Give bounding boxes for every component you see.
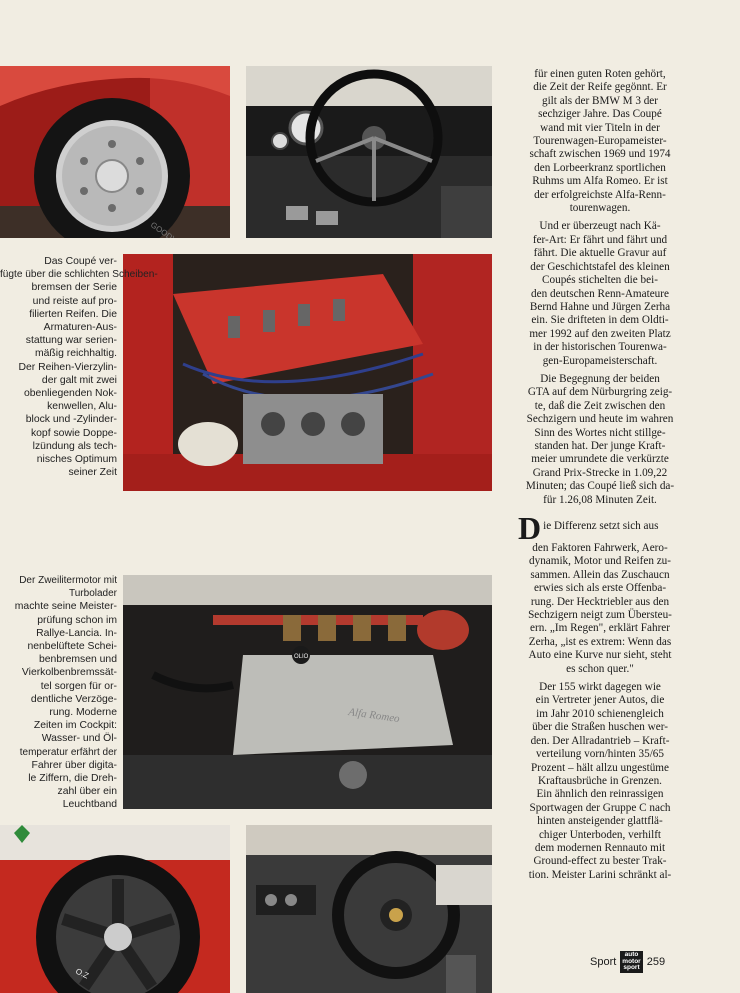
text-line: te, daß die Zeit zwischen den — [534, 399, 666, 412]
caption-line: Armaturen-Aus- — [43, 322, 117, 334]
text-line: ein. Sie drifteten in dem Oldti- — [531, 314, 669, 327]
text-line: GTA auf dem Nürburgring zeig- — [527, 386, 673, 399]
magazine-logo: auto motor sport — [622, 951, 641, 971]
article-paragraph-2 — [520, 220, 680, 367]
article-column — [520, 68, 680, 512]
caption-line: Leuchtband — [62, 799, 117, 811]
caption-line: benbremsen und — [39, 654, 117, 666]
text-line: ie Differenz setzt sich aus — [543, 520, 659, 532]
caption-line: rung. Moderne — [49, 707, 117, 719]
text-line: Grand Prix-Strecke in 1.09,22 — [532, 466, 668, 479]
text-line: Sechzigern neigt zum Übersteu- — [528, 609, 672, 622]
text-line: den Faktoren Fahrwerk, Aero- — [532, 542, 668, 554]
drop-cap: D — [518, 510, 542, 546]
caption-line: Fahrer über digita- — [31, 759, 117, 771]
text-line: tion. Meister Larini schränkt al- — [528, 868, 672, 881]
text-line: die Zeit der Reife gegönnt. Er — [533, 81, 667, 94]
text-line: rung. Der Hecktriebler aus den — [530, 595, 670, 608]
photo-coupe-wheel — [0, 66, 230, 238]
text-line: chiger Unterboden, verhilft — [538, 828, 662, 841]
article-paragraph-4 — [520, 512, 680, 676]
text-line: den Lorbeerkranz sportlichen — [534, 161, 666, 174]
caption-line: le Ziffern, die Dreh- — [28, 773, 117, 785]
text-line: Ground-effect zu bester Trak- — [533, 855, 667, 868]
text-line: es schon quer." — [566, 662, 634, 675]
text-line: erwies sich als erste Offenba- — [533, 582, 667, 595]
text-line: ern. „Im Regen", erklärt Fahrer — [530, 622, 670, 635]
text-line: wand mit vier Titeln in der — [540, 121, 660, 134]
text-line: gilt als der BMW M 3 der — [541, 94, 658, 107]
caption-line: kenwellen, Alu- — [47, 401, 117, 413]
article-paragraph-1 — [520, 68, 680, 215]
text-line: dem modernen Rennauto mit — [534, 841, 666, 854]
photo-155-cockpit — [246, 825, 492, 993]
text-line: Sinn des Wortes nicht stillge- — [534, 426, 666, 439]
text-line: Auto eine Kurve nur sieht, steht — [528, 649, 672, 662]
text-line: standen hat. Der junge Kraft- — [534, 439, 666, 452]
text-line: hinten ansteigender glattflä- — [537, 815, 663, 828]
caption-line: stattung war serien- — [25, 335, 117, 347]
caption-line: nenbelüftete Schei- — [27, 641, 117, 653]
caption-line: dentliche Verzöge- — [30, 693, 117, 705]
text-line: verteilung vorn/hinten 35/65 — [535, 748, 664, 761]
photo-155-wheel — [0, 825, 230, 993]
caption-line: temperatur erfährt der — [19, 746, 117, 758]
caption-line: Rallye-Lancia. In- — [36, 627, 117, 639]
text-line: schaft zwischen 1969 und 1974 — [529, 148, 671, 161]
caption-line: prüfung schon im — [37, 614, 117, 626]
text-line: gen-Europameisterschaft. — [542, 354, 658, 367]
text-line: für 1.26,08 Minuten Zeit. — [543, 493, 657, 506]
text-line: mer 1992 auf den zweiten Platz — [529, 327, 671, 340]
caption-155-text — [0, 574, 117, 812]
caption-line: bremsen der Serie — [31, 282, 117, 294]
text-line: den. Der Allradantrieb – Kraft- — [530, 734, 670, 747]
text-line: Ein ähnlich den reinrassigen — [536, 788, 664, 801]
caption-line: Das Coupé ver- — [44, 256, 117, 267]
text-line: fährt. Die aktuelle Gravur auf — [533, 247, 667, 260]
caption-line: lzündung als tech- — [32, 440, 117, 452]
text-line: Kraftausbrüche in Grenzen. — [538, 774, 662, 787]
text-line: Ruhms um Alfa Romeo. Er ist — [532, 175, 668, 188]
text-line: für einen guten Roten gehört, — [534, 68, 666, 80]
text-line: der Geschichtstafel des kleinen — [530, 260, 670, 273]
text-line: in der historischen Tourenwa- — [533, 341, 667, 354]
engine-cover-text: Alfa Romeo — [347, 706, 401, 726]
page-number: 259 — [646, 955, 666, 968]
photo-coupe-engine — [123, 254, 492, 491]
caption-line: tel sorgen für or- — [40, 680, 117, 692]
caption-line: block und -Zylinder- — [25, 414, 117, 426]
text-line: Prozent – hält allzu ungestüme — [531, 761, 669, 774]
text-line: tourenwagen. — [569, 202, 631, 215]
caption-line: Zeiten im Cockpit: — [33, 720, 117, 732]
caption-line: Vierkolbenbremssät- — [21, 667, 117, 679]
text-line: fer-Art: Er fährt und fährt und — [532, 233, 668, 246]
caption-line: Der Zweilitermotor mit Turbolader — [19, 575, 117, 600]
text-line: Zerha, „ist es extrem: Wenn das — [528, 635, 672, 648]
text-line: Tourenwagen-Europameister- — [533, 135, 667, 148]
caption-line: Der Reihen-Vierzylin- — [18, 361, 117, 373]
text-line: der erfolgreichste Alfa-Renn- — [534, 188, 666, 201]
text-line: ein Vertreter jener Autos, die — [535, 694, 665, 707]
article-column-lower — [520, 512, 680, 887]
caption-coupe-text — [0, 255, 158, 479]
text-line: Coupés stichelten die bei- — [542, 274, 658, 287]
photo-155-engine — [123, 575, 492, 809]
caption-line: mäßig reichhaltig. — [34, 348, 117, 360]
article-paragraph-3 — [520, 373, 680, 507]
caption-line: obenliegenden Nok- — [23, 388, 117, 400]
text-line: Bernd Hahne und Jürgen Zerha — [529, 300, 671, 313]
caption-line: seiner Zeit — [68, 467, 117, 479]
photo-coupe-cockpit — [246, 66, 492, 238]
text-line: Sportwagen der Gruppe C nach — [529, 801, 671, 814]
text-line: den deutschen Renn-Amateure — [531, 287, 669, 300]
caption-line: filierten Reifen. Die — [29, 308, 117, 320]
text-line: Sechzigern und heute im wahren — [526, 413, 674, 426]
caption-line: fügte über die schlichten Scheiben- — [0, 269, 158, 281]
text-line: über die Straßen huschen wer- — [532, 721, 668, 734]
text-line: Der 155 wirkt dagegen wie — [539, 681, 661, 694]
caption-line: der galt mit zwei — [41, 374, 117, 386]
text-line: Minuten; das Coupé ließ sich da- — [525, 480, 675, 493]
caption-line: kopf sowie Doppe- — [30, 427, 117, 439]
text-line: dynamik, Motor und Reifen zu- — [529, 555, 671, 568]
caption-line: machte seine Meister- — [14, 601, 117, 613]
rim-brand-text: O.Z — [74, 966, 91, 981]
page-footer — [590, 951, 665, 973]
caption-line: zahl über ein — [57, 786, 117, 798]
text-line: meier umrundete die verkürzte — [531, 453, 669, 466]
text-line: sechziger Jahre. Das Coupé — [538, 108, 662, 121]
section-label: Sport — [590, 955, 617, 968]
text-line: Und er überzeugt nach Kä- — [539, 220, 661, 233]
text-line: sammen. Allein das Zuschaucn — [530, 568, 670, 581]
text-line: Die Begegnung der beiden — [540, 372, 660, 385]
caption-line: Wasser- und Öl- — [41, 733, 117, 745]
article-paragraph-5 — [520, 681, 680, 882]
caption-line: und reiste auf pro- — [32, 295, 117, 307]
text-line: im Jahr 2010 schienengleich — [536, 707, 664, 720]
oil-cap-text: OLIO — [294, 654, 309, 660]
caption-line: nisches Optimum — [36, 454, 117, 466]
